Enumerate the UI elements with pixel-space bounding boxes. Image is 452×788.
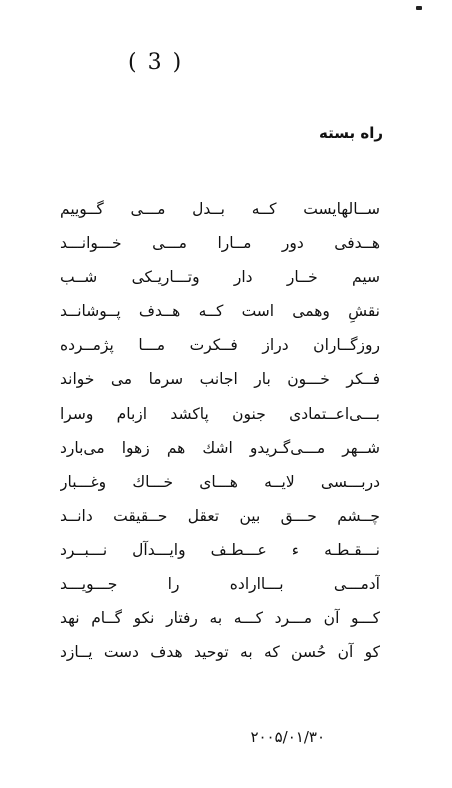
verse-line: آدمـــی بـــااراده را جـــویـــد — [60, 575, 380, 594]
verse-line: هــدفی دور مــارا مـــی خـــوانـــد — [60, 234, 380, 253]
verse-line: کـــو آن مـــرد کـــه به رفتار نکو گــام نهد — [60, 609, 380, 628]
verse-line: نـــقـطـه ء عـــطـف وایـــدآل نـــبــرد — [60, 540, 380, 559]
verse-line: سیم خــار دار وتـــاریـکی شــب — [60, 268, 380, 287]
poem-date: ۲۰۰۵/۰۱/۳۰ — [250, 728, 325, 746]
poem-body — [60, 192, 380, 669]
verse-line: بـــی‌اعــتمادی جنون پاکشد ازبام وسرا — [60, 404, 380, 423]
poem-title: راه بسته — [319, 124, 383, 142]
page-number: ( 3 ) — [128, 50, 184, 75]
verse-line: دربـــسی لایــه هـــای خـــاك وغـــبار — [60, 472, 380, 491]
verse-line: نقشِ وهمی است کــه هــدف پــوشانــد — [60, 302, 380, 321]
verse-line: روزگــاران دراز فــکرت مـــا پژمــرده — [60, 336, 380, 355]
verse-line: فــکر خـــون بار اجانب سرما می خواند — [60, 370, 380, 389]
verse-line: کو آن حُسن که به توحید هدف دست یــازد — [60, 643, 380, 662]
verse-line: چــشم حـــق بین تعقل حــقیقت دانــد — [60, 506, 380, 525]
page-corner-mark — [416, 6, 422, 10]
verse-line: ســالهایست کــه بــدل مـــی گــوییم — [60, 200, 380, 218]
verse-line: شــهر مـــی‌گـریدو اشك هم زهوا می‌بارد — [60, 438, 380, 457]
